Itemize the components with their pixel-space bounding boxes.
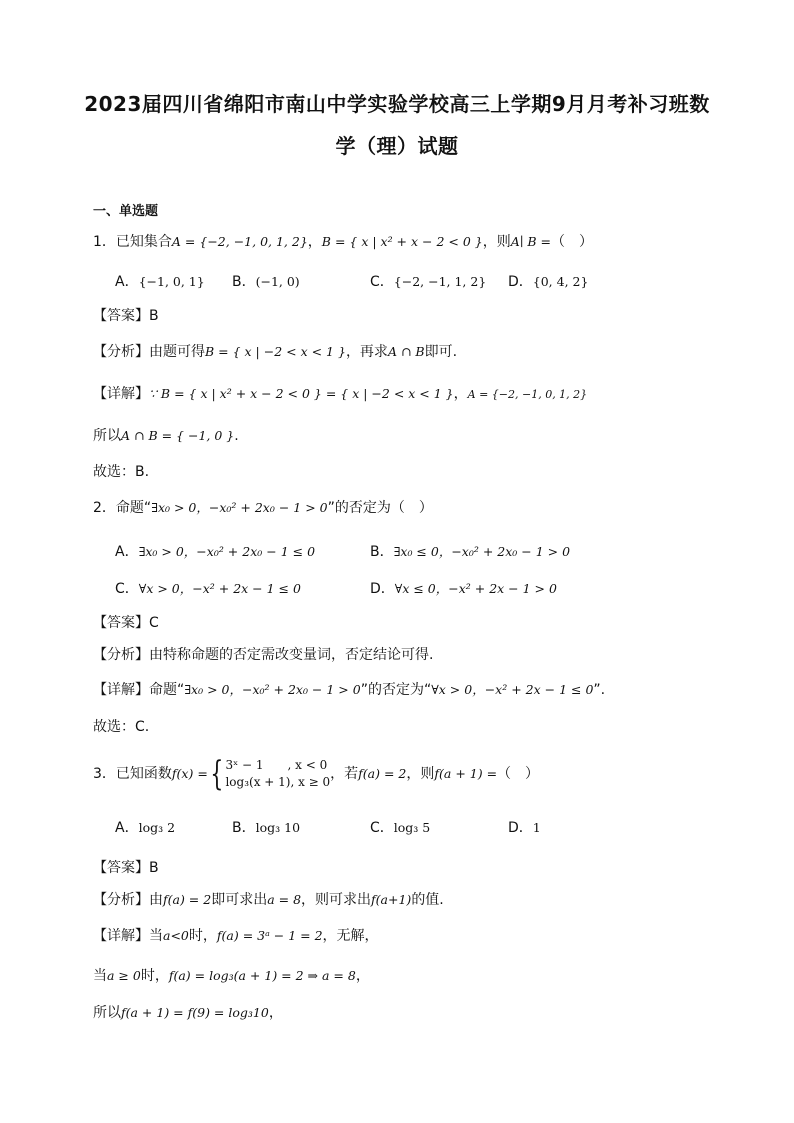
q2-option-d: D．∀x ≤ 0，−x² + 2x − 1 > 0 (370, 581, 557, 597)
document-title-line1: 2023届四川省绵阳市南山中学实验学校高三上学期9月月考补习班数 (84, 92, 710, 116)
q3-option-b: B．log₃ 10 (232, 820, 301, 836)
q1-option-c: C．{−2, −1, 1, 2} (370, 274, 487, 290)
q2-answer: 【答案】C (93, 615, 159, 631)
q1-sep: ， (307, 234, 322, 250)
q2-conclusion: 故选：C. (93, 719, 150, 735)
q1-stem-b: ，则 (482, 234, 511, 250)
q1-expr: A∣ B = (510, 234, 552, 249)
q3-case1: 3ˣ − 1 , x < 0 (225, 758, 328, 772)
q3-case2: log₃(x + 1), x ≥ 0 (225, 775, 331, 789)
brace-icon: { (210, 754, 224, 794)
q3-option-a: A．log₃ 2 (115, 820, 176, 836)
q1-stem (93, 232, 593, 252)
q1-analysis: 【分析】由题可得B = { x | −2 < x < 1 }，再求A ∩ B即可. (93, 344, 458, 360)
q3-detail-line3: 所以f(a + 1) = f(9) = log₃10， (93, 1005, 283, 1021)
q2-option-b: B．∃x₀ ≤ 0，−x₀² + 2x₀ − 1 > 0 (370, 544, 571, 560)
q1-detail-line2: 所以A ∩ B = { −1, 0 }. (93, 428, 239, 444)
q1-conclusion: 故选：B. (93, 464, 150, 480)
q1-stem-a: 1．已知集合 (93, 234, 172, 250)
q3-option-d: D．1 (508, 820, 541, 836)
q2-analysis: 【分析】由特称命题的否定需改变量词，否定结论可得. (93, 647, 434, 663)
q1-detail: 【详解】∵ B = { x | x² + x − 2 < 0 } = { x | −2 < x < 1 }，A = {−2, −1, 0, 1, 2} (93, 386, 588, 402)
section-heading: 一、单选题 (93, 204, 159, 219)
q2-option-c: C．∀x > 0，−x² + 2x − 1 ≤ 0 (115, 581, 301, 597)
q2-stem: 2．命题“∃x₀ > 0，−x₀² + 2x₀ − 1 > 0”的否定为（ ） (93, 500, 433, 516)
q3-analysis: 【分析】由f(a) = 2即可求出a = 8，则可求出f(a+1)的值. (93, 892, 444, 908)
q3-answer: 【答案】B (93, 860, 159, 876)
document-title-line2: 学（理）试题 (335, 134, 459, 158)
q1-set-b: B = { x | x² + x − 2 < 0 } (321, 234, 483, 249)
q1-paren: （ ） (551, 234, 594, 250)
q3-detail-line2: 当a ≥ 0时，f(a) = log₃(a + 1) = 2 ⇒ a = 8， (93, 968, 370, 984)
q3-detail: 【详解】当a<0时，f(a) = 3ᵃ − 1 = 2，无解， (93, 928, 379, 944)
q1-option-d: D．{0, 4, 2} (508, 274, 589, 290)
q2-detail: 【详解】命题“∃x₀ > 0，−x₀² + 2x₀ − 1 > 0”的否定为“∀x > 0，−x² + 2x − 1 ≤ 0”. (93, 682, 606, 698)
q3-stem: 3．已知函数f(x) ={ 3ˣ − 1 , x < 0 log₃(x + 1), x ≥ 0，若f(a) = 2，则f(a + 1) =（ ） (93, 754, 540, 794)
q3-option-c: C．log₃ 5 (370, 820, 431, 836)
q1-option-b: B．(−1, 0) (232, 274, 300, 290)
q2-option-a: A．∃x₀ > 0，−x₀² + 2x₀ − 1 ≤ 0 (115, 544, 316, 560)
q1-set-a: A = {−2, −1, 0, 1, 2} (171, 234, 308, 249)
q1-option-a: A．{−1, 0, 1} (115, 274, 205, 290)
q1-answer: 【答案】B (93, 308, 159, 324)
